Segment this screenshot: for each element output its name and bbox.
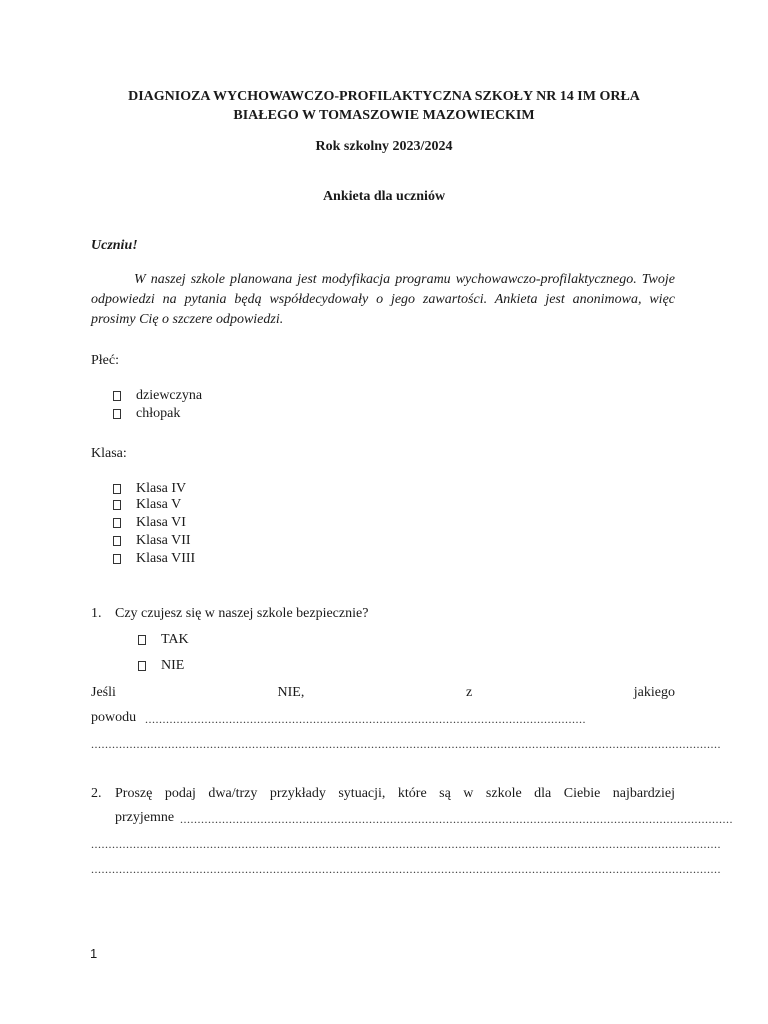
q1-option-yes[interactable]: [138, 631, 189, 649]
followup-word: jakiego: [633, 685, 675, 700]
gender-option-boy[interactable]: [113, 405, 180, 423]
class-label: Klasa:: [91, 446, 127, 461]
question-2-text-cont: przyjemne: [115, 810, 175, 825]
title-line-2: BIAŁEGO W TOMASZOWIE MAZOWIECKIM: [233, 108, 535, 123]
option-label: Klasa VI: [136, 515, 186, 530]
q2-answer-line-1[interactable]: ..............................................................................................................................................................: [180, 812, 733, 826]
q1-answer-line-2[interactable]: ....................................................................................................................................................................................: [91, 737, 721, 751]
checkbox-icon[interactable]: [113, 484, 121, 494]
q2-answer-line-2[interactable]: ....................................................................................................................................................................................: [91, 837, 721, 851]
class-option-viii[interactable]: [113, 550, 195, 568]
option-label: TAK: [161, 632, 189, 647]
gender-label: Płeć:: [91, 353, 119, 368]
option-label: Klasa V: [136, 497, 182, 512]
checkbox-icon[interactable]: [113, 536, 121, 546]
option-label: NIE: [161, 658, 185, 673]
followup-word: Jeśli: [91, 685, 116, 700]
checkbox-icon[interactable]: [138, 661, 146, 671]
document-title: [80, 87, 688, 125]
intro-paragraph: W naszej szkole planowana jest modyfikacja programu wychowawczo-profilaktycznego. Twoje odpowiedzi na pytania będą współdecydowały o jego zawartości. Ankieta jest anonimowa, więc prosimy Cię o szczere odpowiedzi.: [91, 272, 675, 327]
q1-reason-label: powodu: [91, 710, 137, 725]
question-2-text: Proszę podaj dwa/trzy przykłady sytuacji, które są w szkole dla Ciebie najbardziej: [115, 786, 675, 801]
title-line-1: DIAGNIOZA WYCHOWAWCZO-PROFILAKTYCZNA SZKOŁY NR 14 IM ORŁA: [128, 89, 640, 104]
class-option-vi[interactable]: [113, 514, 186, 532]
school-year: Rok szkolny 2023/2024: [315, 139, 453, 154]
option-label: chłopak: [136, 406, 181, 421]
option-label: Klasa VII: [136, 533, 191, 548]
checkbox-icon[interactable]: [113, 409, 121, 419]
option-label: dziewczyna: [136, 388, 203, 403]
page-number: 1: [90, 946, 98, 961]
gender-option-girl[interactable]: [113, 387, 202, 405]
class-option-vii[interactable]: [113, 532, 191, 550]
q2-answer-line-3[interactable]: ....................................................................................................................................................................................: [91, 862, 721, 876]
q1-answer-line-1[interactable]: ..............................................................................................................................: [145, 712, 586, 726]
question-2-number: 2.: [91, 786, 102, 801]
class-option-v[interactable]: [113, 496, 181, 514]
option-label: Klasa IV: [136, 481, 187, 496]
checkbox-icon[interactable]: [113, 518, 121, 528]
followup-word: z: [465, 685, 473, 700]
question-1-text: Czy czujesz się w naszej szkole bezpiecznie?: [115, 606, 369, 621]
checkbox-icon[interactable]: [113, 554, 121, 564]
checkbox-icon[interactable]: [113, 391, 121, 401]
survey-title: Ankieta dla uczniów: [322, 189, 446, 204]
checkbox-icon[interactable]: [138, 635, 146, 645]
q1-followup-line: [91, 685, 675, 701]
question-1-number: 1.: [91, 606, 102, 621]
checkbox-icon[interactable]: [113, 500, 121, 510]
followup-word: NIE,: [277, 685, 305, 700]
option-label: Klasa VIII: [136, 551, 196, 566]
greeting: Uczniu!: [91, 238, 138, 253]
q1-option-no[interactable]: [138, 657, 184, 675]
